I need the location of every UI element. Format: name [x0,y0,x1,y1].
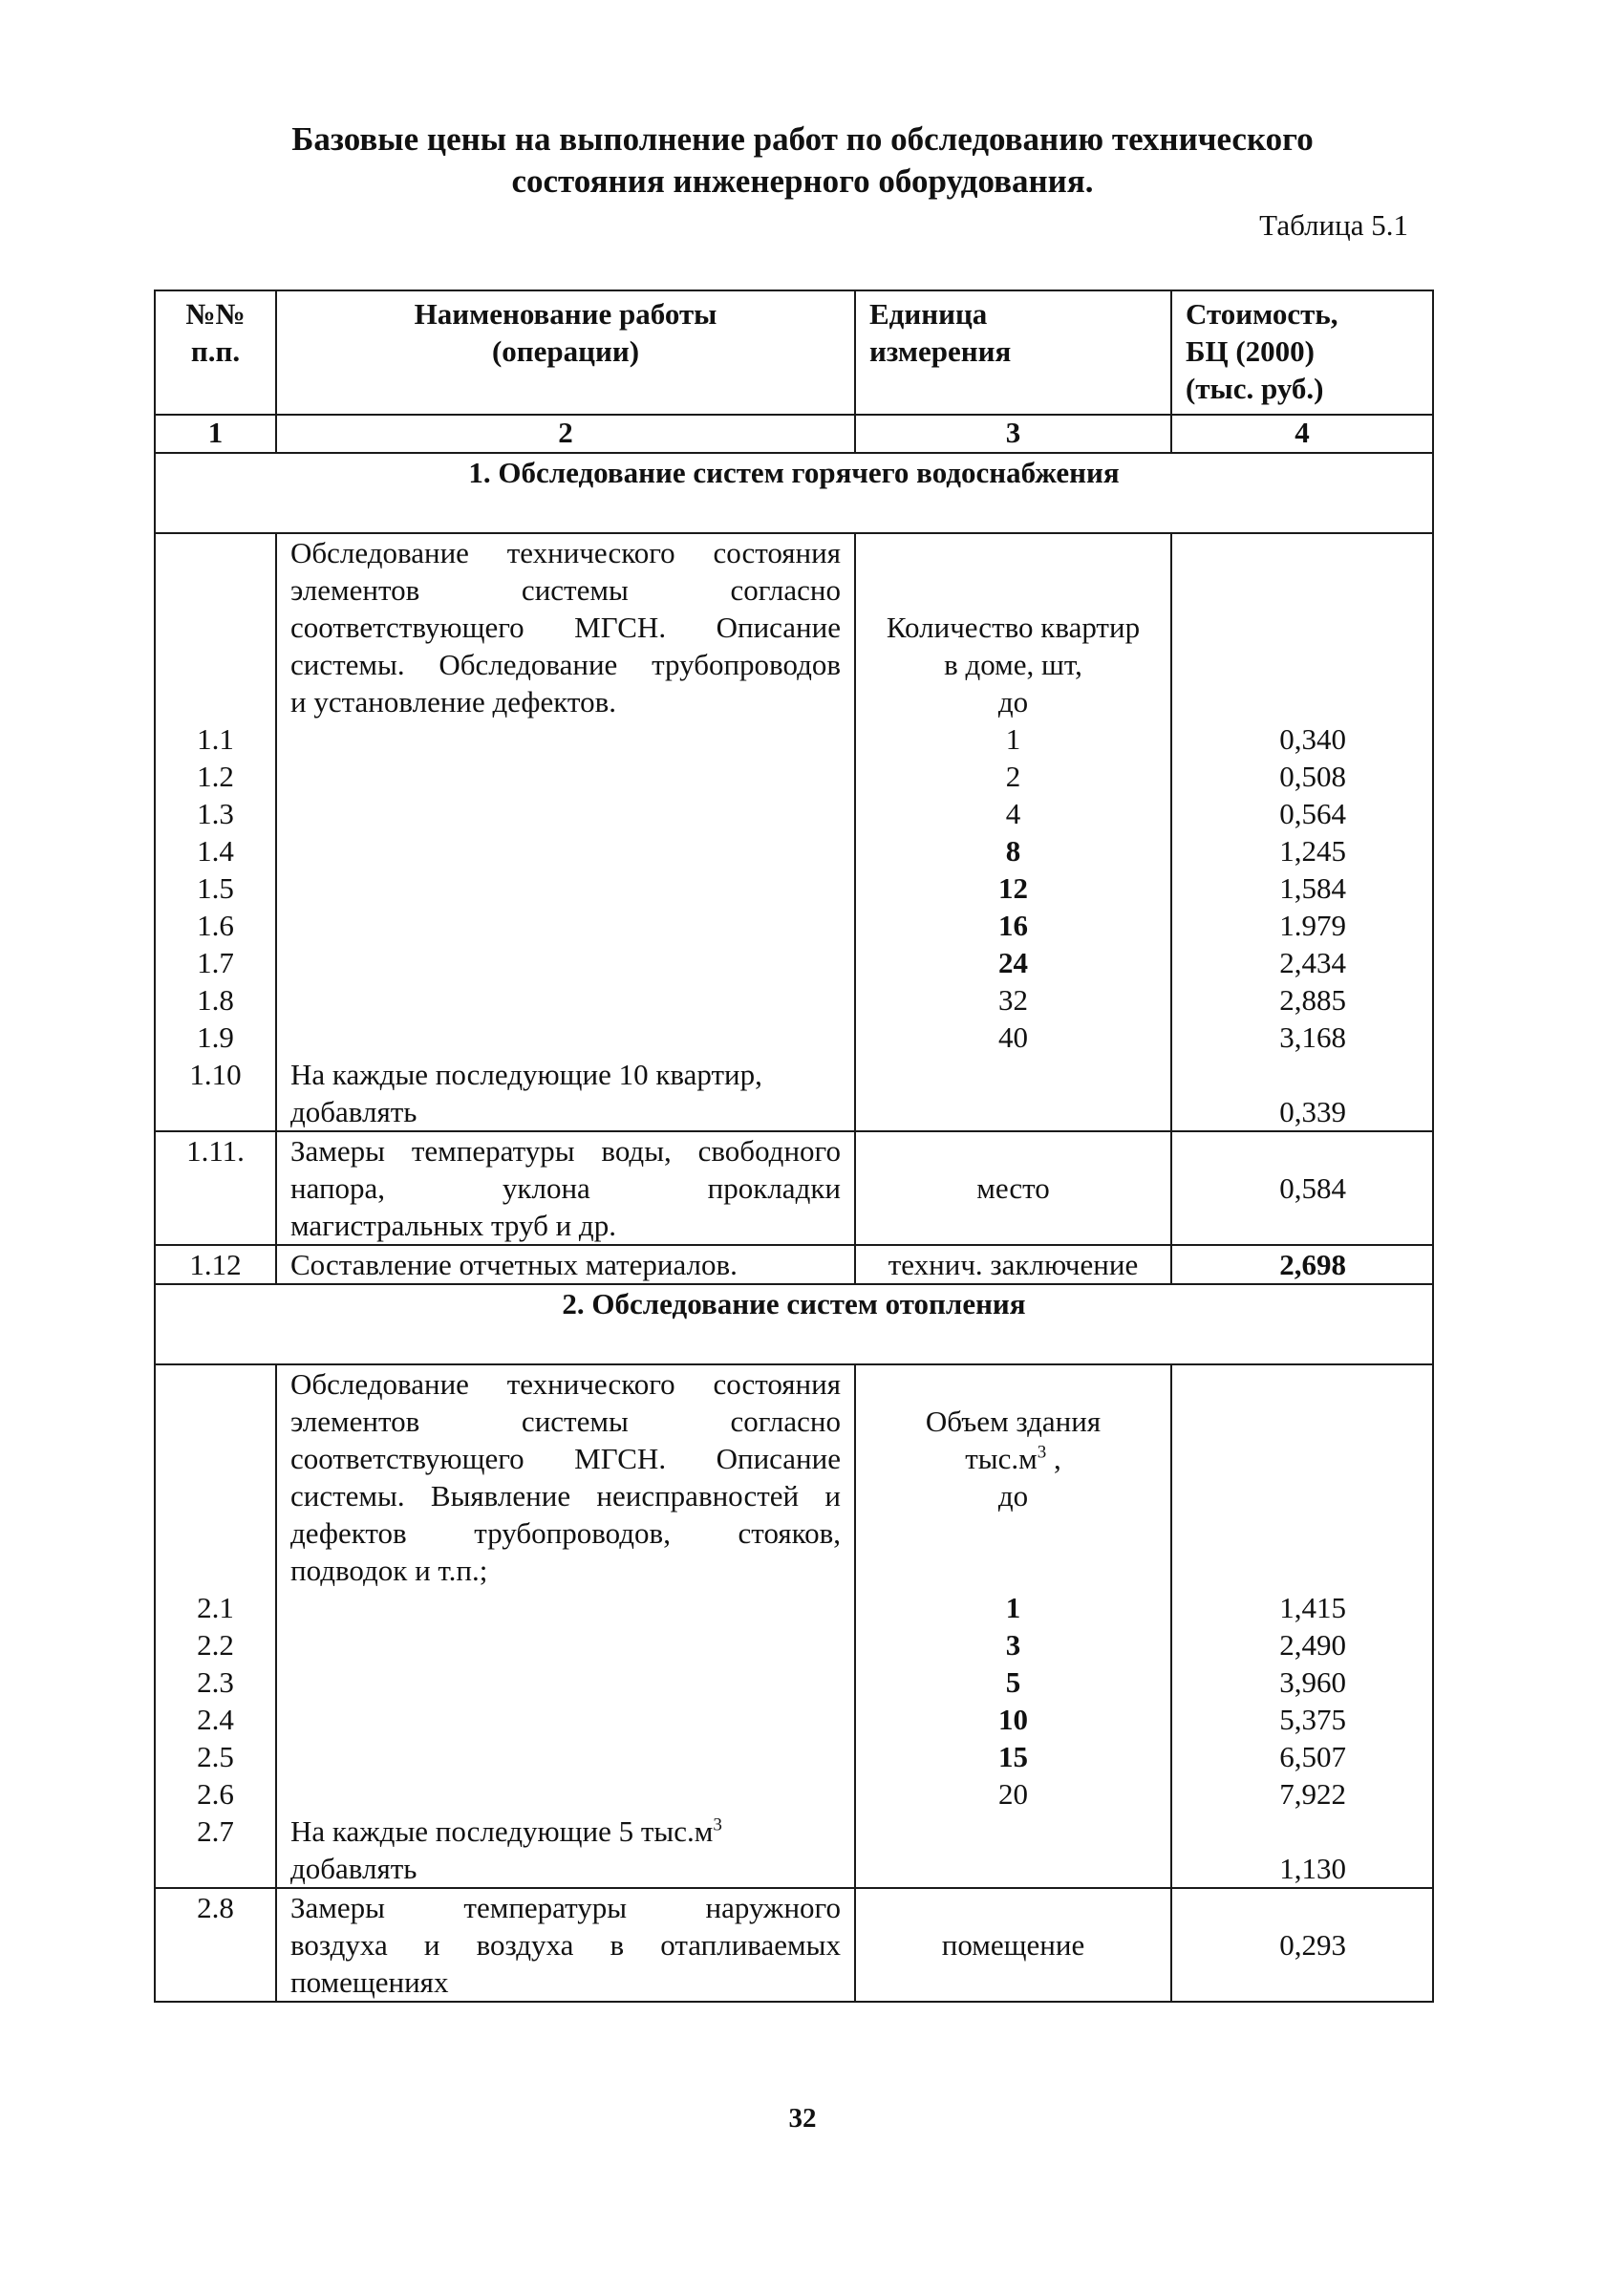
unit-line: до [997,685,1029,719]
unit-value: 1 [1005,1591,1021,1624]
unit-line: Объем здания [925,1405,1102,1438]
title-line-1: Базовые цены на выполнение работ по обследованию технического [291,120,1314,158]
extra-line [290,1813,841,1850]
cost-value: 7,922 [1279,1777,1346,1811]
table-label: Таблица 5.1 [1259,208,1408,242]
header-col-name [276,290,855,415]
unit-value: 16 [998,909,1028,942]
extra-line-text: На каждые последующие 5 тыс.м [290,1814,714,1848]
description-line: Замеры температуры воды, свободного [290,1134,841,1168]
header-col2-line1: Наименование работы [414,297,717,331]
superscript: 3 [1037,1442,1047,1463]
description-line: магистральных труб и др. [290,1209,616,1242]
cost-value: 2,434 [1279,946,1346,979]
cost-value: 2,698 [1171,1245,1433,1284]
header-col-cost [1171,290,1433,415]
cost-value: 0,339 [1279,1095,1346,1128]
description-line: и установление дефектов. [290,685,616,719]
section-1-heading-row [155,453,1433,533]
row-number: 1.4 [197,834,234,868]
row-number: 2.7 [197,1814,234,1848]
cost-value: 1,415 [1279,1591,1346,1624]
unit-value: технич. заключение [855,1245,1171,1284]
section-1-numbers [155,533,276,1131]
unit-value: 5 [1005,1665,1021,1699]
cost-value: 0,564 [1279,797,1346,830]
unit-value: 3 [1005,1628,1021,1662]
section-1-units [855,533,1171,1131]
unit-value: 12 [998,871,1028,905]
row-number: 1.9 [197,1020,234,1054]
row-number: 1.1 [197,722,234,756]
title-line-2: состояния инженерного оборудования. [511,162,1094,200]
unit-value: 15 [998,1740,1028,1773]
row-number: 2.4 [197,1703,234,1736]
row-number: 1.11. [155,1131,276,1245]
row-number: 2.3 [197,1665,234,1699]
description-line: дефектов трубопроводов, стояков, [290,1516,841,1550]
extra-line: добавлять [290,1095,417,1128]
unit-value: 1 [1005,722,1021,756]
document-title [143,118,1462,203]
row-number: 1.12 [155,1245,276,1284]
header-col1-line2: п.п. [190,334,241,368]
column-numbers-row [155,415,1433,453]
row-number: 1.8 [197,983,234,1017]
cost-value: 6,507 [1279,1740,1346,1773]
section-2-heading-row [155,1284,1433,1364]
row-number: 1.3 [197,797,234,830]
column-number: 1 [155,415,276,453]
description-line: системы. Выявление неисправностей и [290,1479,841,1513]
cost-value: 3,960 [1279,1665,1346,1699]
unit-line-tail: , [1046,1442,1061,1475]
description-line: элементов системы согласно [290,573,841,607]
header-col-unit [855,290,1171,415]
header-col4-line2: БЦ (2000) [1186,334,1316,368]
cost-value: 0,508 [1279,760,1346,793]
cost-value: 1,584 [1279,871,1346,905]
section-2-body [155,1364,1433,1888]
table-header-row [155,290,1433,415]
price-table [154,290,1434,2003]
section-2-costs [1171,1364,1433,1888]
cost-value: 2,885 [1279,983,1346,1017]
header-col4-line3: (тыс. руб.) [1186,372,1324,405]
unit-line: Количество квартир [886,611,1141,644]
unit-value: 8 [1005,834,1021,868]
description-line: воздуха и воздуха в отапливаемых [290,1928,841,1962]
page-number: 32 [788,2103,817,2134]
superscript: 3 [713,1814,722,1835]
unit-line: в доме, шт, [944,648,1082,681]
cost-value: 1.979 [1279,909,1346,942]
cost-value: 0,584 [1171,1131,1433,1245]
column-number: 3 [855,415,1171,453]
cost-value: 1,245 [1279,834,1346,868]
row-number: 2.8 [155,1888,276,2002]
cost-value: 2,490 [1279,1628,1346,1662]
unit-line [856,1440,1170,1477]
section-1-costs [1171,533,1433,1131]
row-number: 2.5 [197,1740,234,1773]
header-col1-line1: №№ [185,297,246,331]
unit-line-text: тыс.м [965,1442,1038,1475]
row-number: 1.2 [197,760,234,793]
unit-value: 32 [998,983,1028,1017]
column-number: 2 [276,415,855,453]
row-number: 1.5 [197,871,234,905]
unit-value: помещение [855,1888,1171,2002]
row-2-8-description [276,1888,855,2002]
row-number: 2.6 [197,1777,234,1811]
unit-value: 20 [998,1777,1028,1811]
header-col2-line2: (операции) [491,334,640,368]
description-line: соответствующего МГСН. Описание [290,1442,841,1475]
header-col4-line1: Стоимость, [1186,297,1338,331]
description-line: системы. Обследование трубопроводов [290,648,841,681]
section-1-title: 1. Обследование систем горячего водоснабжения [155,453,1433,533]
cost-value: 1,130 [1279,1852,1346,1885]
cost-value: 3,168 [1279,1020,1346,1054]
unit-value: 4 [1005,797,1021,830]
extra-line: На каждые последующие 10 квартир, [290,1058,762,1091]
row-2-8 [155,1888,1433,2002]
description-line: Обследование технического состояния [290,536,841,569]
description-line: соответствующего МГСН. Описание [290,611,841,644]
header-col3-line2: измерения [869,334,1012,368]
row-1-12-description: Составление отчетных материалов. [276,1245,855,1284]
unit-line: до [997,1479,1029,1513]
row-number: 2.2 [197,1628,234,1662]
row-number: 1.6 [197,909,234,942]
section-1-body [155,533,1433,1131]
description-line: Обследование технического состояния [290,1367,841,1401]
row-number: 1.10 [189,1058,242,1091]
cost-value: 5,375 [1279,1703,1346,1736]
description-line: Замеры температуры наружного [290,1891,841,1924]
unit-value: 40 [998,1020,1028,1054]
header-col-number [155,290,276,415]
cost-value: 0,340 [1279,722,1346,756]
unit-value: 24 [998,946,1028,979]
section-2-units [855,1364,1171,1888]
description-line: элементов системы согласно [290,1405,841,1438]
section-2-description [276,1364,855,1888]
column-number: 4 [1171,415,1433,453]
unit-value: место [855,1131,1171,1245]
section-1-description [276,533,855,1131]
header-col3-line1: Единица [869,297,988,331]
cost-value: 0,293 [1171,1888,1433,2002]
description-line: напора, уклона прокладки [290,1171,841,1205]
row-number: 2.1 [197,1591,234,1624]
section-2-title: 2. Обследование систем отопления [155,1284,1433,1364]
row-1-11 [155,1131,1433,1245]
extra-line: добавлять [290,1852,417,1885]
row-1-11-description [276,1131,855,1245]
row-1-12 [155,1245,1433,1284]
unit-value: 2 [1005,760,1021,793]
section-2-numbers [155,1364,276,1888]
row-number: 1.7 [197,946,234,979]
description-line: подводок и т.п.; [290,1554,488,1587]
description-line: помещениях [290,1965,449,1999]
unit-value: 10 [998,1703,1028,1736]
